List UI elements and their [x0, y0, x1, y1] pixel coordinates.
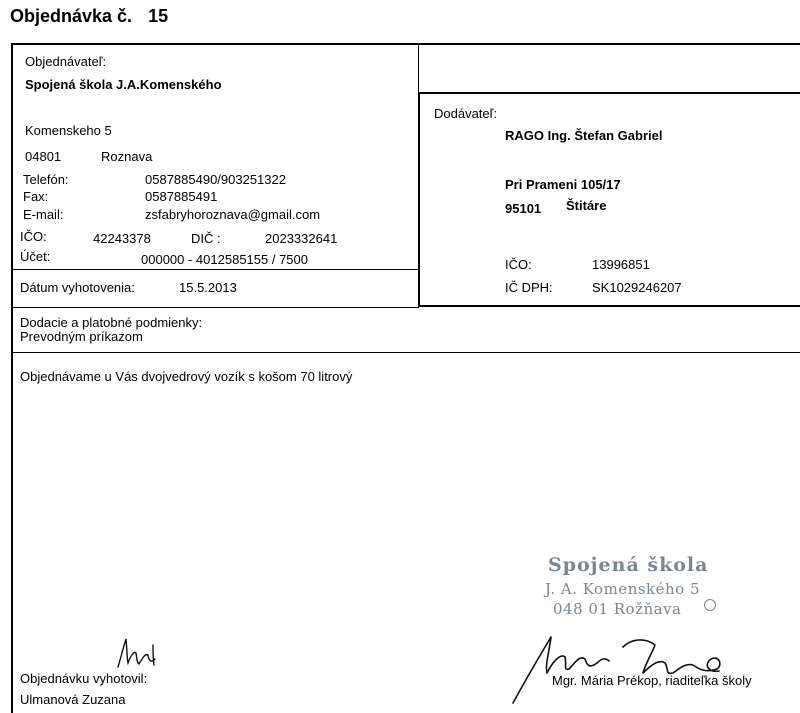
frame-top — [11, 43, 800, 45]
supplier-ico-label: IČO: — [505, 257, 532, 272]
frame-left — [11, 43, 13, 713]
supplier-name: RAGO Ing. Štefan Gabriel — [505, 128, 663, 143]
orderer-dic-label: DIČ : — [191, 231, 221, 246]
supplier-icdph-label: IČ DPH: — [505, 280, 553, 295]
terms-value: Prevodným príkazom — [20, 329, 143, 344]
supplier-bottom-border — [418, 305, 800, 307]
supplier-left-border — [418, 92, 420, 307]
date-value: 15.5.2013 — [179, 280, 237, 295]
signature-left-icon — [115, 633, 175, 673]
supplier-street: Pri Prameni 105/17 — [505, 177, 621, 192]
orderer-date-divider — [12, 269, 419, 270]
fax-label: Fax: — [23, 189, 49, 204]
order-text: Objednávame u Vás dvojvedrový vozík s košom 70 litrový — [20, 369, 353, 384]
prepared-name: Ulmanová Zuzana — [20, 692, 126, 707]
phone-value: 0587885490/903251322 — [145, 172, 286, 187]
email-value: zsfabryhoroznava@gmail.com — [145, 207, 321, 222]
stamp-circle-icon — [703, 598, 717, 612]
supplier-zip: 95101 — [505, 201, 542, 216]
prepared-label: Objednávku vyhotovil: — [20, 671, 148, 686]
date-label: Dátum vyhotovenia: — [20, 280, 135, 295]
orderer-ico-label: IČO: — [20, 229, 47, 244]
order-number: 15 — [148, 6, 169, 26]
orderer-zip: 04801 — [25, 149, 62, 164]
stamp-line-3: 048 01 Rožňava — [553, 600, 682, 618]
orderer-ico-value: 42243378 — [93, 231, 151, 246]
terms-label: Dodacie a platobné podmienky: — [20, 315, 203, 330]
orderer-label: Objednávateľ: — [25, 54, 107, 69]
supplier-icdph-value: SK1029246207 — [592, 280, 682, 295]
orderer-street: Komenskeho 5 — [25, 123, 112, 138]
supplier-city: Štitáre — [566, 198, 607, 213]
fax-value: 0587885491 — [145, 189, 218, 204]
supplier-top-border — [418, 92, 800, 94]
account-value: 000000 - 4012585155 / 7500 — [141, 252, 308, 267]
orderer-dic-value: 2023332641 — [265, 231, 338, 246]
stamp-line-2: J. A. Komenského 5 — [545, 580, 701, 598]
terms-bottom-border — [12, 352, 800, 353]
signature-right-icon — [505, 625, 735, 705]
orderer-city: Roznava — [101, 149, 153, 164]
orderer-bottom-border — [12, 307, 419, 308]
supplier-ico-value: 13996851 — [592, 257, 650, 272]
email-label: E-mail: — [23, 207, 64, 222]
order-title-label: Objednávka č. — [10, 6, 133, 26]
stamp-line-1: Spojená škola — [548, 554, 709, 576]
phone-label: Telefón: — [23, 172, 69, 187]
account-label: Účet: — [20, 249, 51, 264]
supplier-label: Dodávateľ: — [434, 106, 498, 121]
order-title — [10, 6, 168, 27]
orderer-name: Spojená škola J.A.Komenského — [25, 77, 222, 92]
signatory-name: Mgr. Mária Prékop, riaditeľka školy — [552, 673, 752, 688]
